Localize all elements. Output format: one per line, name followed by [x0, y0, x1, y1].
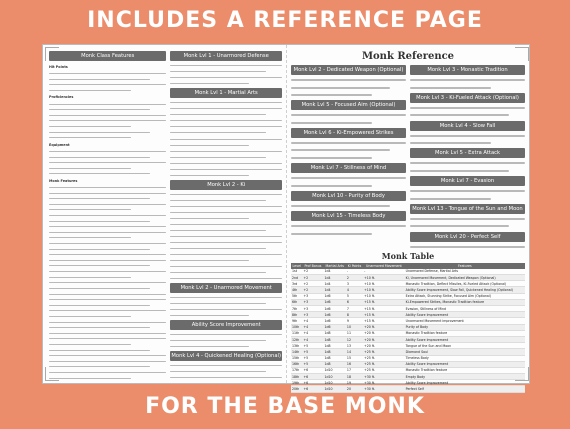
table-cell: +6	[302, 380, 323, 386]
table-cell: +10 ft.	[363, 287, 405, 293]
table-cell: 1d4	[323, 281, 345, 287]
table-cell: 8	[346, 312, 363, 318]
table-cell: +20 ft.	[363, 324, 405, 330]
monk-table-title: Monk Table	[381, 250, 435, 261]
table-cell: Evasion, Stillness of Mind	[405, 306, 525, 312]
table-cell: 16	[346, 361, 363, 367]
hit-points-heading: Hit Points	[49, 65, 68, 69]
table-cell: 9th	[291, 318, 302, 324]
table-cell: 11	[346, 330, 363, 336]
table-cell: 1d8	[323, 336, 345, 342]
table-cell: 1d4	[323, 287, 345, 293]
table-column-header: Unarmored Movement	[363, 263, 405, 269]
table-cell: 14th	[291, 349, 302, 355]
reference-sheet-preview	[42, 44, 530, 392]
table-cell: +25 ft.	[363, 367, 405, 373]
feature-header: Monk Lvl 2 - Ki	[170, 180, 282, 190]
feature-header: Monk Lvl 7 - Evasion	[410, 176, 525, 186]
table-cell: 1d6	[323, 324, 345, 330]
table-cell: +10 ft.	[363, 275, 405, 281]
feature-header: Monk Lvl 3 - Monastic Tradition	[410, 65, 525, 75]
corner-ornament-icon	[45, 47, 59, 61]
table-cell: 10th	[291, 324, 302, 330]
table-cell: 1d6	[323, 318, 345, 324]
table-cell: +25 ft.	[363, 361, 405, 367]
table-cell: 1d4	[323, 269, 345, 275]
table-cell: 17th	[291, 367, 302, 373]
table-cell: Empty Body	[405, 374, 525, 380]
feature-header: Monk Lvl 4 - Slow Fall	[410, 121, 525, 131]
table-cell: +6	[302, 374, 323, 380]
right-page	[287, 45, 531, 392]
table-cell: 5th	[291, 293, 302, 299]
table-cell: Monastic Tradition feature	[405, 330, 525, 336]
table-cell: 20th	[291, 386, 302, 392]
table-cell: 1d8	[323, 349, 345, 355]
table-cell: 1d10	[323, 367, 345, 373]
table-cell: 12	[346, 336, 363, 342]
table-cell: +5	[302, 343, 323, 349]
table-cell: +2	[302, 281, 323, 287]
table-cell: Ability Score Improvement	[405, 312, 525, 318]
table-cell: +25 ft.	[363, 349, 405, 355]
feature-header: Monk Lvl 20 - Perfect Self	[410, 232, 525, 242]
table-cell: 16th	[291, 361, 302, 367]
table-cell: Unarmored Defense, Martial Arts	[405, 269, 525, 275]
table-cell: 1d6	[323, 312, 345, 318]
table-cell: +20 ft.	[363, 330, 405, 336]
table-cell: Diamond Soul	[405, 349, 525, 355]
feature-header: Monk Lvl 7 - Stillness of Mind	[291, 163, 406, 173]
feature-header: Monk Lvl 2 - Dedicated Weapon (Optional)	[291, 65, 406, 75]
banner-top-title: INCLUDES A REFERENCE PAGE	[87, 8, 483, 33]
table-cell: +2	[302, 287, 323, 293]
table-cell: Perfect Self	[405, 386, 525, 392]
table-column-header: Prof Bonus	[304, 263, 322, 268]
table-cell: Ki, Unarmored Movement, Dedicated Weapon (Optional)	[405, 275, 525, 281]
table-cell: +3	[302, 306, 323, 312]
table-row	[291, 386, 525, 392]
table-cell: 17	[346, 367, 363, 373]
reference-feature-grid	[291, 65, 525, 249]
feature-header: Ability Score Improvement	[170, 320, 282, 330]
proficiencies-heading: Proficiencies	[49, 95, 74, 100]
feature-header: Monk Lvl 3 - Ki-Fueled Attack (Optional)	[410, 93, 525, 103]
table-cell: 14	[346, 349, 363, 355]
table-cell: 19	[346, 380, 363, 386]
table-cell: Timeless Body	[405, 355, 525, 361]
table-column-header: Ki Points	[347, 263, 362, 268]
table-cell: 1d6	[323, 299, 345, 305]
table-cell: +2	[302, 269, 323, 275]
table-cell: 1d10	[323, 386, 345, 392]
feature-header: Monk Lvl 1 - Martial Arts	[170, 88, 282, 98]
table-cell: 10	[346, 324, 363, 330]
table-cell: 20	[346, 386, 363, 392]
table-cell: +4	[302, 330, 323, 336]
table-cell: 1d6	[323, 293, 345, 299]
feature-header: Monk Lvl 6 - Ki-Empowered Strikes	[291, 128, 406, 138]
table-cell: 4	[346, 287, 363, 293]
table-column-header: Martial Arts	[323, 263, 345, 269]
table-cell: 1d8	[323, 330, 345, 336]
table-cell: +6	[302, 367, 323, 373]
table-column-header: Features	[405, 263, 525, 269]
table-cell: 1d8	[323, 361, 345, 367]
class-features-header: Monk Class Features	[49, 51, 166, 61]
table-cell: Purity of Body	[405, 324, 525, 330]
feature-header: Monk Lvl 1 - Unarmored Defense	[170, 51, 282, 61]
table-cell: 3	[346, 281, 363, 287]
table-cell: +10 ft.	[363, 293, 405, 299]
table-cell: +15 ft.	[363, 306, 405, 312]
banner-bottom-title: FOR THE BASE MONK	[145, 394, 425, 419]
table-cell: +3	[302, 312, 323, 318]
table-cell: +20 ft.	[363, 343, 405, 349]
table-cell: 1d8	[323, 355, 345, 361]
table-cell: +4	[302, 336, 323, 342]
table-cell: +3	[302, 299, 323, 305]
table-cell: 1st	[291, 269, 302, 275]
table-cell: 7th	[291, 306, 302, 312]
table-cell: Ability Score Improvement	[405, 361, 525, 367]
class-features-column	[49, 51, 166, 379]
table-cell: Ability Score Improvement, Slow Fall, Quickened Healing (Optional)	[405, 287, 525, 293]
table-cell: 4th	[291, 287, 302, 293]
corner-ornament-icon	[515, 367, 529, 381]
table-cell: +5	[302, 349, 323, 355]
feature-header: Monk Lvl 5 - Extra Attack	[410, 148, 525, 158]
table-cell: +4	[302, 324, 323, 330]
table-cell: Ability Score Improvement	[405, 380, 525, 386]
table-cell: 6th	[291, 299, 302, 305]
table-cell: 18	[346, 374, 363, 380]
table-cell: +20 ft.	[363, 336, 405, 342]
table-cell: 1d10	[323, 374, 345, 380]
table-cell: Tongue of the Sun and Moon	[405, 343, 525, 349]
table-cell: -	[363, 269, 405, 275]
table-cell: Monastic Tradition, Deflect Missiles, Ki-Fueled Attack (Optional)	[405, 281, 525, 287]
left-page	[43, 45, 287, 383]
table-cell: -	[346, 269, 363, 275]
table-cell: +30 ft.	[363, 380, 405, 386]
table-cell: +2	[302, 275, 323, 281]
monk-table	[291, 263, 525, 393]
table-cell: +30 ft.	[363, 374, 405, 380]
equipment-heading: Equipment	[49, 142, 70, 147]
table-cell: 8th	[291, 312, 302, 318]
table-cell: +5	[302, 361, 323, 367]
reference-column-1	[291, 65, 406, 249]
table-cell: 1d6	[323, 306, 345, 312]
table-cell: 3rd	[291, 281, 302, 287]
table-cell: 5	[346, 293, 363, 299]
table-cell: 15	[346, 355, 363, 361]
table-cell: +15 ft.	[363, 299, 405, 305]
table-cell: 9	[346, 318, 363, 324]
table-cell: 18th	[291, 374, 302, 380]
table-cell: 2	[346, 275, 363, 281]
table-cell: +4	[302, 318, 323, 324]
table-cell: 1d4	[323, 275, 345, 281]
monk-features-heading: Monk Features	[49, 178, 78, 183]
table-cell: Ability Score Improvement	[405, 336, 525, 342]
table-cell: 1d10	[323, 380, 345, 386]
table-cell: 15th	[291, 355, 302, 361]
table-cell: +10 ft.	[363, 281, 405, 287]
table-cell: +3	[302, 293, 323, 299]
table-cell: Extra Attack, Stunning Strike, Focused Aim (Optional)	[405, 293, 525, 299]
table-cell: +6	[302, 386, 323, 392]
table-cell: +15 ft.	[363, 318, 405, 324]
table-cell: Unarmored Movement improvement	[405, 318, 525, 324]
reference-column-2	[410, 65, 525, 249]
feature-header: Monk Lvl 10 - Purity of Body	[291, 191, 406, 201]
table-cell: +5	[302, 355, 323, 361]
table-cell: 1d8	[323, 343, 345, 349]
table-cell: 12th	[291, 336, 302, 342]
corner-ornament-icon	[45, 367, 59, 381]
level-features-column	[170, 51, 282, 379]
table-cell: +25 ft.	[363, 355, 405, 361]
feature-header: Monk Lvl 4 - Quickened Healing (Optional)	[171, 353, 281, 360]
table-cell: Monastic Tradition feature	[405, 367, 525, 373]
table-column-header: Level	[292, 263, 301, 268]
table-cell: +15 ft.	[363, 312, 405, 318]
table-cell: +30 ft.	[363, 386, 405, 392]
feature-header: Monk Lvl 15 - Timeless Body	[291, 211, 406, 221]
reference-title: Monk Reference	[361, 51, 455, 62]
monk-table-body	[291, 269, 525, 392]
table-cell: 6	[346, 299, 363, 305]
table-cell: 13th	[291, 343, 302, 349]
feature-header: Monk Lvl 13 - Tongue of the Sun and Moon	[410, 204, 525, 214]
corner-ornament-icon	[515, 47, 529, 61]
feature-header: Monk Lvl 2 - Unarmored Movement	[170, 283, 282, 293]
table-cell: 19th	[291, 380, 302, 386]
table-cell: 13	[346, 343, 363, 349]
table-cell: 11th	[291, 330, 302, 336]
table-cell: Ki-Empowered Strikes, Monastic Tradition feature	[405, 299, 525, 305]
feature-header: Monk Lvl 5 - Focused Aim (Optional)	[291, 100, 406, 110]
table-cell: 7	[346, 306, 363, 312]
table-cell: 2nd	[291, 275, 302, 281]
